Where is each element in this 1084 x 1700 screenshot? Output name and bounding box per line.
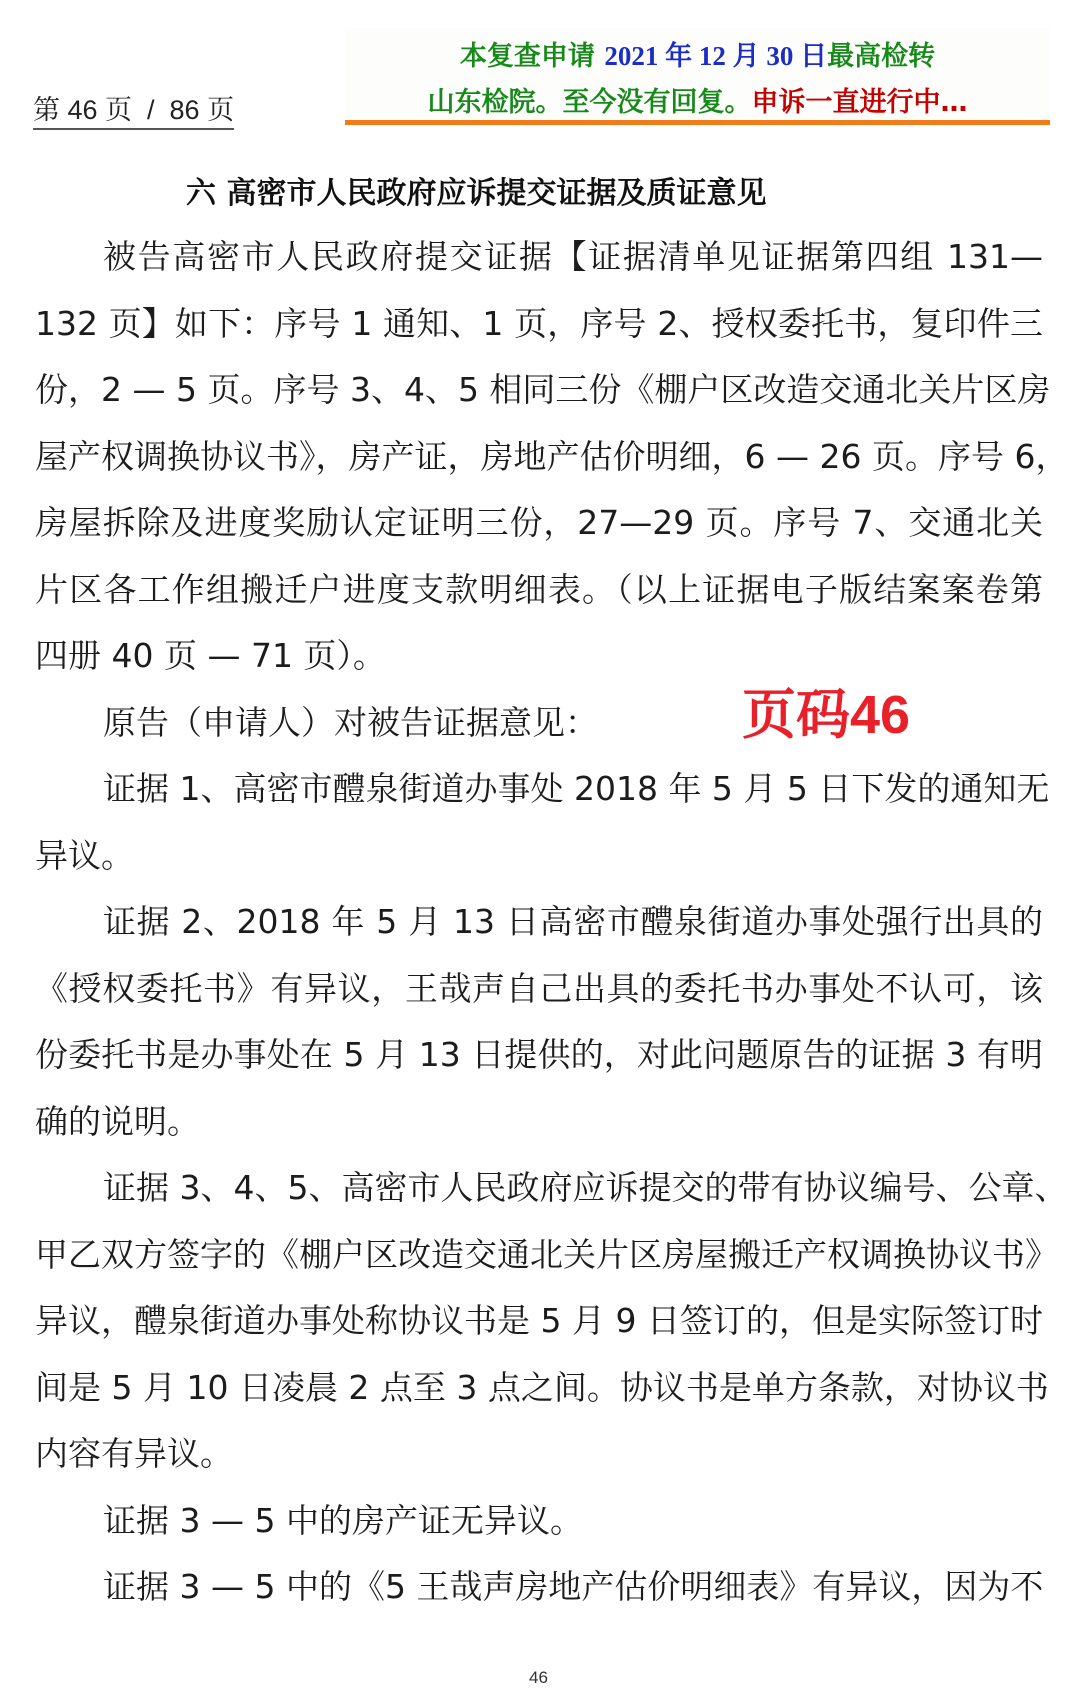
- paragraph-line: 《授权委托书》有异议，王哉声自己出具的委托书办事处不认可，该: [35, 968, 1043, 1008]
- paragraph-line: 证据 3 — 5 中的《5 王哉声房地产估价明细表》有异议，因为不: [103, 1567, 1044, 1606]
- banner-text: 本复查申请: [459, 41, 605, 72]
- banner-date: 2021 年 12 月 30 日: [604, 41, 828, 71]
- section-title: 六 高密市人民政府应诉提交证据及质证意见: [186, 176, 767, 211]
- paragraph-line: 原告（申请人）对被告证据意见：: [103, 702, 598, 742]
- banner-text: 最高检转: [827, 41, 936, 72]
- paragraph-line: 屋产权调换协议书》，房产证，房地产估价明细，6 — 26 页。序号 6，: [35, 436, 1069, 476]
- banner-line-1: [345, 34, 1050, 73]
- page-number: 46: [529, 1668, 548, 1687]
- paragraph-line: 间是 5 月 10 日凌晨 2 点至 3 点之间。协议书是单方条款，对协议书: [35, 1367, 1049, 1407]
- annotation-banner: [345, 28, 1050, 125]
- page-counter: 第 46 页 / 86 页: [33, 88, 234, 130]
- paragraph-line: 证据 2、2018 年 5 月 13 日高密市醴泉街道办事处强行出具的: [103, 902, 1043, 941]
- paragraph-line: 房屋拆除及进度奖励认定证明三份，27—29 页。序号 7、交通北关: [35, 503, 1043, 542]
- paragraph-line: 132 页】如下：序号 1 通知、1 页，序号 2、授权委托书，复印件三: [35, 303, 1043, 343]
- banner-status: 申诉一直进行中…: [751, 87, 968, 118]
- paragraph-line: 份，2 — 5 页。序号 3、4、5 相同三份《棚户区改造交通北关片区房: [35, 370, 1051, 409]
- paragraph-line: 确的说明。: [35, 1101, 200, 1141]
- paragraph-line: 甲乙双方签字的《棚户区改造交通北关片区房屋搬迁产权调换协议书》: [35, 1234, 1058, 1274]
- paragraph-line: 异议，醴泉街道办事处称协议书是 5 月 9 日签订的，但是实际签订时: [35, 1301, 1043, 1340]
- paragraph-line: 异议。: [35, 835, 134, 875]
- paragraph-line: 证据 1、高密市醴泉街道办事处 2018 年 5 月 5 日下发的通知无: [103, 769, 1050, 808]
- paragraph-line: 内容有异议。: [35, 1434, 233, 1473]
- page-code-stamp: 页码46: [742, 685, 911, 745]
- paragraph-line: 四册 40 页 — 71 页）。: [35, 636, 386, 675]
- paragraph-line: 被告高密市人民政府提交证据【证据清单见证据第四组 131—: [103, 237, 1043, 276]
- paragraph-line: 证据 3 — 5 中的房产证无异议。: [103, 1500, 583, 1540]
- banner-text: 山东检院。至今没有回复。: [427, 87, 752, 118]
- paragraph-line: 证据 3、4、5、高密市人民政府应诉提交的带有协议编号、公章、: [103, 1168, 1068, 1207]
- banner-line-2: [345, 80, 1050, 119]
- paragraph-line: 份委托书是办事处在 5 月 13 日提供的，对此问题原告的证据 3 有明: [35, 1035, 1043, 1074]
- paragraph-line: 片区各工作组搬迁户进度支款明细表。（以上证据电子版结案案卷第: [35, 569, 1043, 609]
